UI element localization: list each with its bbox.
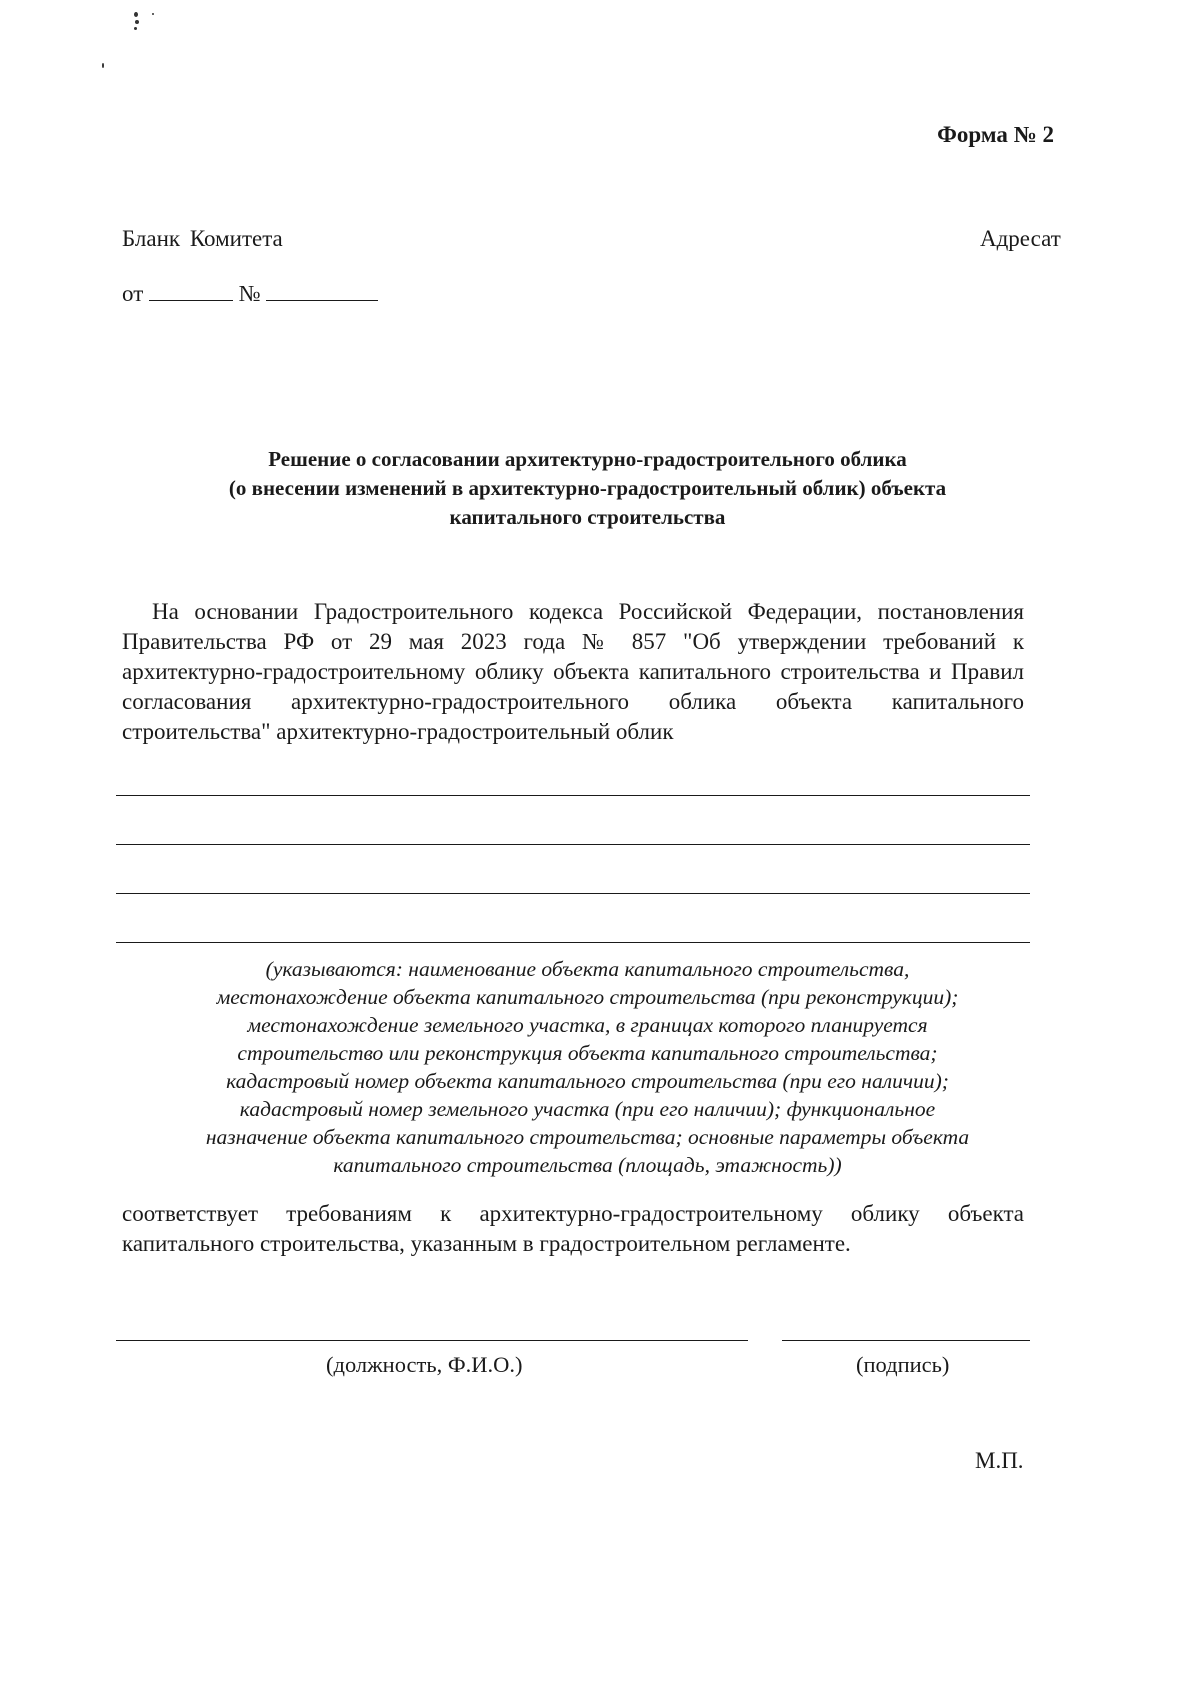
object-description-line[interactable] (116, 893, 1030, 894)
instruction-line: местонахождение земельного участка, в границах которого планируется (247, 1013, 928, 1037)
position-name-line[interactable] (116, 1340, 748, 1341)
date-number-line (122, 280, 378, 307)
title-line: капитального строительства (449, 505, 726, 529)
instruction-line: местонахождение объекта капитального строительства (при реконструкции); (216, 985, 959, 1009)
signature-caption: (подпись) (856, 1352, 950, 1377)
scan-speck (102, 63, 104, 68)
scan-speck (152, 13, 154, 15)
date-prefix: от (122, 281, 144, 306)
instruction-line: (указываются: наименование объекта капитального строительства, (265, 957, 910, 981)
instruction-line: кадастровый номер объекта капитального строительства (при его наличии); (226, 1069, 949, 1093)
title-line: Решение о согласовании архитектурно-градостроительного облика (268, 447, 907, 471)
addressee-label: Адресат (980, 226, 1061, 251)
object-description-line[interactable] (116, 795, 1030, 796)
number-sign: № (238, 281, 261, 306)
title-line: (о внесении изменений в архитектурно-градостроительный облик) объекта (228, 476, 947, 500)
scan-speck (134, 12, 138, 17)
position-name-caption: (должность, Ф.И.О.) (326, 1352, 523, 1377)
description-instructions (120, 955, 1055, 1179)
conclusion-paragraph: соответствует требованиям к архитектурно-градостроительному облику объекта капитального строительства, указанным в градостроительном регламенте. (122, 1201, 1024, 1256)
instruction-line: капитального строительства (площадь, этажность)) (333, 1153, 842, 1177)
instruction-line: строительство или реконструкция объекта капитального строительства; (237, 1041, 938, 1065)
signature-line[interactable] (782, 1340, 1030, 1341)
committee-letterhead-label: Бланк Комитета (122, 226, 283, 251)
object-description-line[interactable] (116, 844, 1030, 845)
date-blank[interactable] (149, 280, 233, 301)
instruction-line: кадастровый номер земельного участка (при его наличии); функциональное (239, 1097, 936, 1121)
document-title (130, 445, 1045, 532)
form-number: Форма № 2 (937, 122, 1054, 147)
number-blank[interactable] (266, 280, 378, 301)
scan-speck (135, 20, 139, 24)
object-description-line[interactable] (116, 942, 1030, 943)
basis-paragraph: На основании Градостроительного кодекса Российской Федерации, постановления Правительства РФ от 29 мая 2023 года № 857 "Об утверждении требований к архитектурно-градостроительному облику объекта капитального строительства и Правил согласования архитектурно-градостроительного облика объекта капитального строительства" архитектурно-градостроительный облик (122, 599, 1024, 744)
stamp-place-label: М.П. (975, 1448, 1024, 1473)
scan-speck (134, 27, 137, 30)
instruction-line: назначение объекта капитального строительства; основные параметры объекта (205, 1125, 970, 1149)
